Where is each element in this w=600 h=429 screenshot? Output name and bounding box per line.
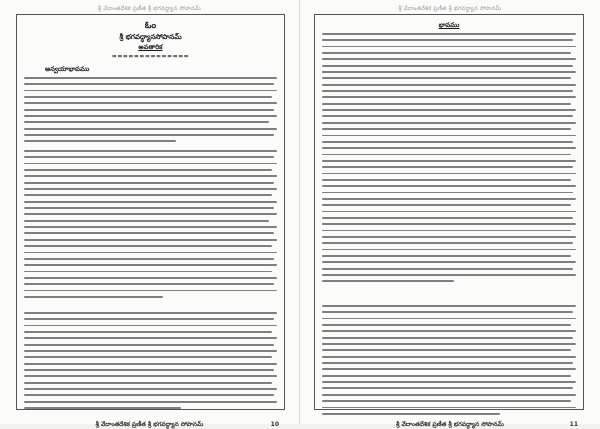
paragraph-2 xyxy=(322,305,576,419)
running-header-left: శ్రీ వేదాంతదేశిక ప్రణీత శ్రీ భగవద్ధ్యాన సోపానమ్ xyxy=(98,6,201,12)
divider: ============== xyxy=(111,53,190,60)
left-page xyxy=(0,0,300,428)
page-subtitle: అవతారిక xyxy=(138,43,163,51)
text-lines xyxy=(24,77,277,142)
left-page-frame xyxy=(16,14,285,410)
footer-title: శ్రీ వేదాంతదేశిక ప్రణీత శ్రీ భగవద్ధ్యాన సోపానమ్ xyxy=(95,421,204,428)
text-lines xyxy=(24,150,277,298)
section-heading-left: అన్వయాభావము xyxy=(45,65,90,73)
text-lines xyxy=(24,312,277,409)
page-number: 10 xyxy=(270,421,279,428)
paragraph-1 xyxy=(322,33,576,287)
paragraph-3 xyxy=(24,312,277,414)
right-page xyxy=(300,0,600,428)
page-title: శ్రీ భగవద్ధ్యానసోపానమ్ xyxy=(119,33,182,41)
text-lines xyxy=(322,33,576,282)
running-header-right: శ్రీ వేదాంతదేశిక ప్రణీత శ్రీ భగవద్ధ్యాన సోపానమ్ xyxy=(398,6,502,12)
text-lines xyxy=(322,305,576,415)
section-heading-right: భావము xyxy=(438,21,460,29)
footer-title: శ్రీ వేదాంతదేశిక ప్రణీత శ్రీ భగవద్ధ్యాన సోపానమ్ xyxy=(396,421,504,428)
paragraph-2 xyxy=(24,150,277,302)
invocation: ఓం xyxy=(144,21,157,31)
paragraph-1 xyxy=(24,77,277,147)
right-page-frame xyxy=(314,14,584,410)
page-number: 11 xyxy=(569,421,578,428)
